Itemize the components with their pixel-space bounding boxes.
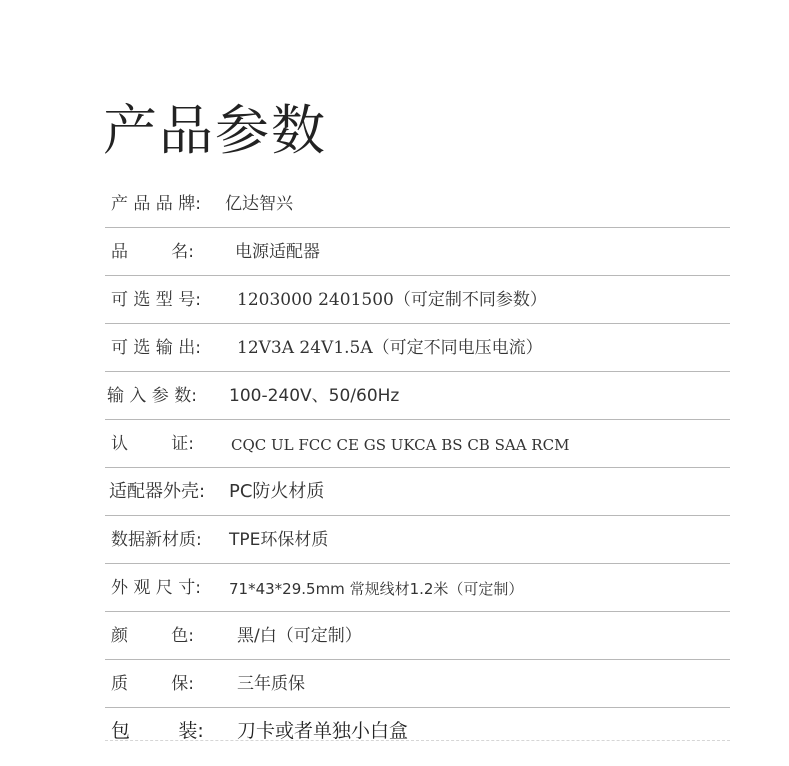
spec-label: 颜 色: [111, 626, 200, 646]
bottom-divider [105, 740, 730, 741]
spec-label: 包 装: [111, 720, 210, 742]
spec-label: 品 名: [111, 242, 200, 262]
spec-row-dimensions [105, 564, 730, 612]
spec-value: 亿达智兴 [225, 194, 293, 214]
spec-value: TPE环保材质 [229, 530, 329, 550]
spec-row-name [105, 228, 730, 276]
spec-row-model [105, 276, 730, 324]
spec-row-housing [105, 468, 730, 516]
spec-label: 可 选 型 号: [111, 290, 207, 310]
page-title: 产品参数 [103, 99, 327, 162]
spec-row-warranty [105, 660, 730, 708]
spec-label: 适配器外壳: [109, 481, 211, 502]
spec-label: 产 品 品 牌: [111, 194, 207, 214]
spec-label: 外 观 尺 寸: [111, 578, 207, 598]
spec-table [105, 180, 730, 755]
spec-value: PC防火材质 [229, 481, 325, 502]
spec-value: CQC UL FCC CE GS UKCA BS CB SAA RCM [231, 436, 570, 454]
spec-row-certification [105, 420, 730, 468]
spec-value: 1203000 2401500（可定制不同参数） [237, 290, 547, 310]
spec-row-output [105, 324, 730, 372]
spec-label: 输 入 参 数: [107, 386, 203, 406]
spec-label: 质 保: [111, 674, 200, 694]
spec-value: 三年质保 [237, 674, 305, 694]
spec-value: 71*43*29.5mm 常规线材1.2米（可定制） [229, 580, 524, 598]
spec-label: 数据新材质: [111, 530, 208, 550]
spec-row-input [105, 372, 730, 420]
spec-row-color [105, 612, 730, 660]
spec-value: 黑/白（可定制） [237, 626, 362, 646]
spec-value: 100-240V、50/60Hz [229, 386, 400, 406]
spec-label: 可 选 输 出: [111, 338, 207, 358]
spec-value: 12V3A 24V1.5A（可定不同电压电流） [237, 338, 543, 358]
spec-value: 刀卡或者单独小白盒 [237, 720, 409, 742]
spec-row-brand [105, 180, 730, 228]
spec-row-packaging [105, 708, 730, 755]
spec-row-cable-material [105, 516, 730, 564]
spec-label: 认 证: [111, 434, 200, 454]
spec-value: 电源适配器 [235, 242, 320, 262]
